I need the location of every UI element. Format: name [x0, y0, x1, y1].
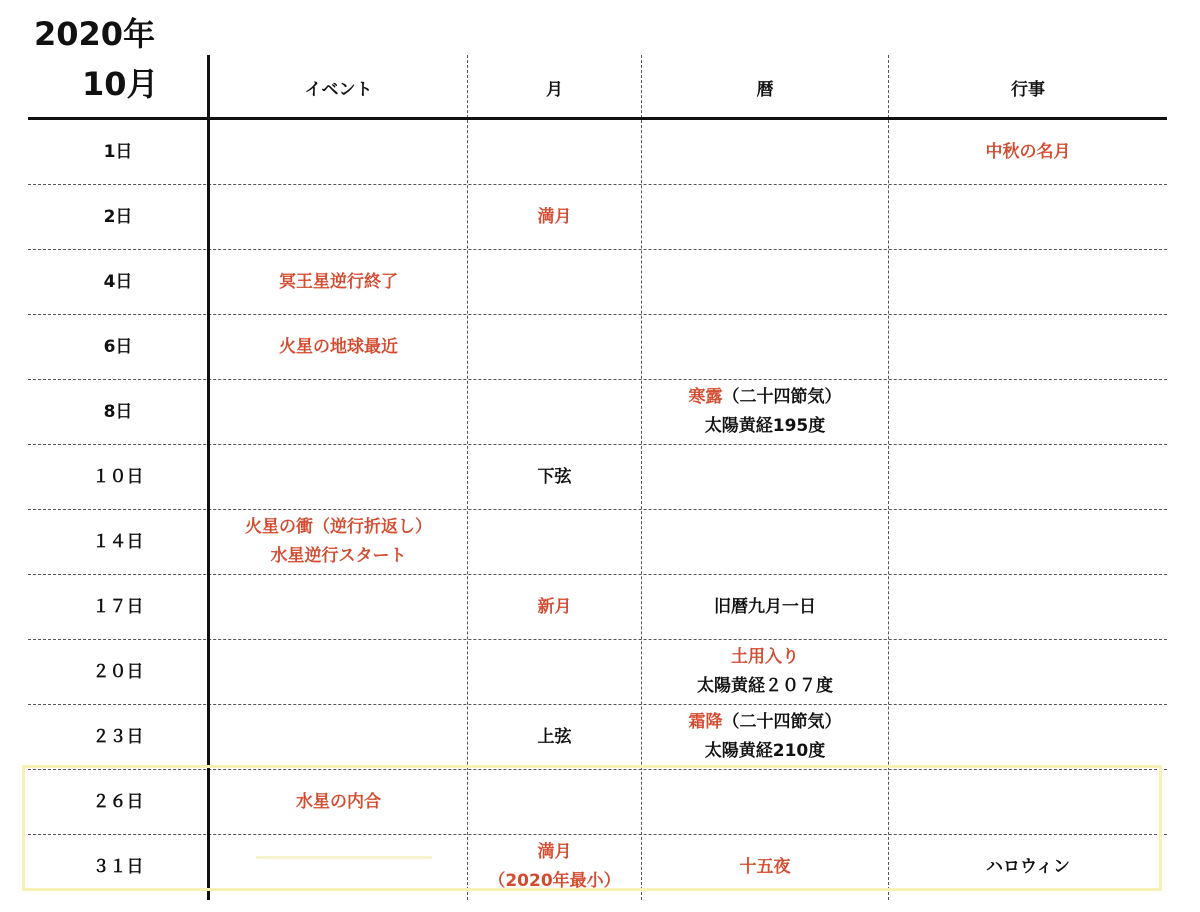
moon-cell — [468, 705, 641, 769]
koyomi-cell — [642, 250, 888, 314]
day-cell — [28, 445, 208, 509]
cell-text: 十五夜 — [739, 856, 791, 877]
event-cell — [210, 705, 467, 769]
column-divider — [641, 55, 642, 900]
event-cell — [210, 835, 467, 899]
gyoji-cell — [889, 380, 1167, 444]
cell-line — [986, 853, 1070, 882]
column-divider — [888, 55, 889, 900]
column-header-koyomi: 暦 — [756, 80, 774, 100]
cell-text: 新月 — [537, 596, 572, 617]
day-cell — [28, 835, 208, 899]
cell-text: 中秋の名月 — [985, 141, 1071, 162]
cell-text: 旧暦九月一日 — [714, 596, 816, 617]
day-cell — [28, 315, 208, 379]
gyoji-cell — [889, 315, 1167, 379]
day-label: 1日 — [103, 141, 133, 162]
gyoji-cell — [889, 705, 1167, 769]
moon-cell — [468, 640, 641, 704]
day-label: １７日 — [92, 596, 144, 617]
day-label: ２６日 — [92, 791, 144, 812]
day-cell — [28, 705, 208, 769]
cell-text: 下弦 — [537, 466, 572, 487]
koyomi-cell — [642, 315, 888, 379]
column-divider — [467, 55, 468, 900]
day-label: ２３日 — [92, 726, 144, 747]
cell-line — [714, 593, 816, 622]
table-row — [28, 510, 1167, 575]
event-cell — [210, 380, 467, 444]
cell-line — [271, 542, 407, 571]
moon-cell — [468, 315, 641, 379]
day-column-divider — [207, 55, 210, 900]
gyoji-cell — [889, 185, 1167, 249]
cell-line — [697, 672, 833, 701]
cell-line — [538, 723, 572, 752]
cell-line — [538, 838, 572, 867]
gyoji-cell — [889, 640, 1167, 704]
cell-text: 満月 — [537, 206, 572, 227]
cell-line — [296, 788, 381, 817]
moon-cell — [468, 575, 641, 639]
koyomi-cell — [642, 835, 888, 899]
moon-cell — [468, 510, 641, 574]
table-row — [28, 445, 1167, 510]
moon-cell — [468, 770, 641, 834]
table-row — [28, 250, 1167, 315]
day-cell — [28, 640, 208, 704]
cell-text: 水星逆行スタート — [270, 546, 407, 566]
cell-text: 霜降 — [688, 712, 723, 732]
event-cell — [210, 315, 467, 379]
gyoji-cell — [889, 510, 1167, 574]
cell-line — [689, 708, 842, 737]
day-label: ２０日 — [92, 661, 144, 682]
koyomi-cell — [642, 705, 888, 769]
day-cell — [28, 185, 208, 249]
cell-text: 満月 — [537, 842, 572, 862]
table-row — [28, 770, 1167, 835]
cell-line — [538, 203, 572, 232]
event-cell — [210, 575, 467, 639]
moon-cell — [468, 250, 641, 314]
moon-cell — [468, 445, 641, 509]
koyomi-cell — [642, 185, 888, 249]
cell-text: 上弦 — [537, 726, 572, 747]
day-cell — [28, 120, 208, 184]
day-cell — [28, 770, 208, 834]
day-label: 8日 — [103, 401, 133, 422]
cell-text: 水星の内合 — [296, 791, 381, 812]
column-header-moon: 月 — [546, 80, 563, 100]
cell-line — [488, 867, 620, 896]
koyomi-cell — [642, 575, 888, 639]
day-label: １４日 — [92, 531, 144, 552]
table-row — [28, 575, 1167, 640]
moon-cell — [468, 120, 641, 184]
moon-cell — [468, 835, 641, 899]
koyomi-cell — [642, 380, 888, 444]
cell-line — [279, 268, 398, 297]
cell-line — [705, 737, 826, 766]
table-row — [28, 380, 1167, 445]
header-divider — [28, 117, 1167, 120]
cell-text: 太陽黄経210度 — [704, 741, 826, 761]
cell-line — [740, 853, 791, 882]
day-label: １０日 — [92, 466, 144, 487]
column-header-gyoji: 行事 — [1011, 80, 1045, 100]
event-cell — [210, 185, 467, 249]
cell-text: 火星の衝（逆行折返し） — [245, 517, 432, 537]
cell-text: ハロウィン — [986, 856, 1070, 877]
day-label: 2日 — [103, 206, 133, 227]
koyomi-cell — [642, 640, 888, 704]
day-cell — [28, 380, 208, 444]
cell-line — [705, 412, 826, 441]
cell-text: 冥王星逆行終了 — [279, 271, 398, 292]
cell-text: 太陽黄経195度 — [704, 416, 826, 436]
gyoji-cell — [889, 445, 1167, 509]
table-row — [28, 120, 1167, 185]
koyomi-cell — [642, 770, 888, 834]
cell-line — [245, 513, 432, 542]
gyoji-cell — [889, 250, 1167, 314]
moon-cell — [468, 185, 641, 249]
day-cell — [28, 575, 208, 639]
cell-text: 火星の地球最近 — [279, 336, 398, 357]
month-title: 10月 — [82, 65, 159, 103]
gyoji-cell — [889, 120, 1167, 184]
day-cell — [28, 250, 208, 314]
table-row — [28, 315, 1167, 380]
koyomi-cell — [642, 510, 888, 574]
day-label: 4日 — [103, 271, 133, 292]
cell-text: 土用入り — [731, 647, 799, 667]
table-row — [28, 705, 1167, 770]
event-cell — [210, 250, 467, 314]
gyoji-cell — [889, 770, 1167, 834]
event-cell — [210, 640, 467, 704]
event-cell — [210, 445, 467, 509]
cell-text-suffix: （二十四節気） — [722, 712, 842, 732]
cell-text-suffix: （二十四節気） — [722, 387, 842, 407]
day-label: 6日 — [103, 336, 133, 357]
event-cell — [210, 510, 467, 574]
day-label: ３１日 — [92, 856, 144, 877]
column-header-event: イベント — [304, 80, 373, 100]
cell-line — [538, 463, 572, 492]
cell-line — [731, 643, 799, 672]
cell-line — [538, 593, 572, 622]
table-row — [28, 185, 1167, 250]
event-cell — [210, 120, 467, 184]
cell-text: 太陽黄経２０７度 — [697, 676, 833, 696]
faint-highlight-mark — [256, 856, 432, 859]
event-cell — [210, 770, 467, 834]
table-row — [28, 640, 1167, 705]
gyoji-cell — [889, 835, 1167, 899]
day-cell — [28, 510, 208, 574]
cell-line — [689, 383, 842, 412]
cell-line — [279, 333, 398, 362]
cell-text: 寒露 — [688, 387, 723, 407]
cell-line — [986, 138, 1071, 167]
cell-text: （2020年最小） — [488, 871, 621, 891]
year-title: 2020年 — [34, 15, 156, 53]
moon-cell — [468, 380, 641, 444]
gyoji-cell — [889, 575, 1167, 639]
koyomi-cell — [642, 445, 888, 509]
koyomi-cell — [642, 120, 888, 184]
table-row — [28, 835, 1167, 900]
